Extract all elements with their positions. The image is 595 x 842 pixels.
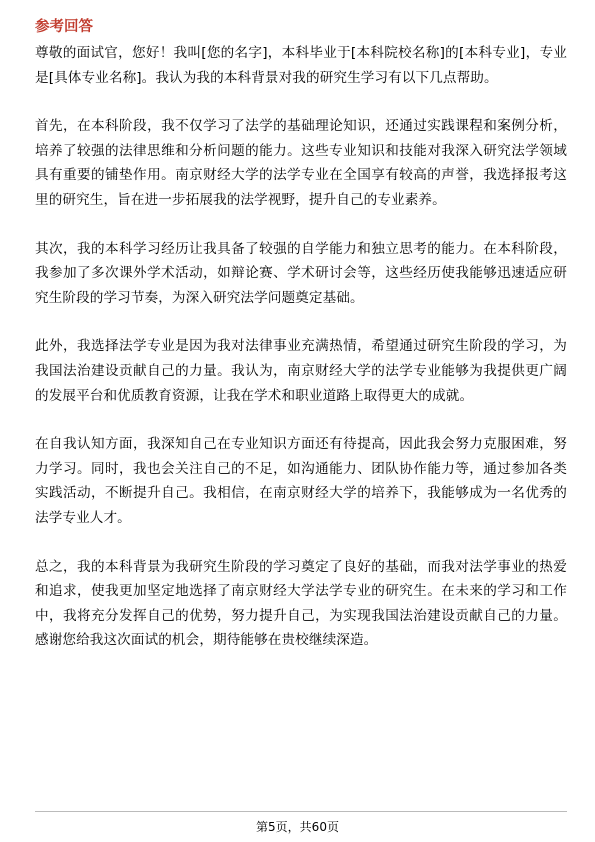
paragraph-additionally: 此外，我选择法学专业是因为我对法律事业充满热情，希望通过研究生阶段的学习，为我国法治建设贡献自己的力量。我认为，南京财经大学的法学专业能够为我提供更广阔的发展平台和优质教育资源，让我在学术和职业道路上取得更大的成就。 bbox=[35, 338, 567, 404]
paragraph-second: 其次，我的本科学习经历让我具备了较强的自学能力和独立思考的能力。在本科阶段，我参加了多次课外学术活动，如辩论赛、学术研讨会等，这些经历使我能够迅速适应研究生阶段的学习节奏，为深入研究法学问题奠定基础。 bbox=[35, 240, 567, 306]
section-heading: 参考回答 bbox=[35, 19, 93, 35]
page-indicator: 第5页，共60页 bbox=[256, 820, 339, 834]
paragraph-greeting: 尊敬的面试官，您好！我叫[您的名字]，本科毕业于[本科院校名称]的[本科专业]，专业是[具体专业名称]。我认为我的本科背景对我的研究生学习有以下几点帮助。 bbox=[35, 45, 567, 86]
document-body bbox=[35, 16, 567, 677]
paragraph-self-awareness: 在自我认知方面，我深知自己在专业知识方面还有待提高，因此我会努力克服困难，努力学习。同时，我也会关注自己的不足，如沟通能力、团队协作能力等，通过参加各类实践活动，不断提升自己。我相信，在南京财经大学的培养下，我能够成为一名优秀的法学专业人才。 bbox=[35, 436, 567, 526]
paragraph-first: 首先，在本科阶段，我不仅学习了法学的基础理论知识，还通过实践课程和案例分析，培养了较强的法律思维和分析问题的能力。这些专业知识和技能对我深入研究法学领域具有重要的铺垫作用。南京财经大学的法学专业在全国享有较高的声誉，我选择报考这里的研究生，旨在进一步拓展我的法学视野，提升自己的专业素养。 bbox=[35, 118, 567, 208]
paragraph-conclusion: 总之，我的本科背景为我研究生阶段的学习奠定了良好的基础，而我对法学事业的热爱和追求，使我更加坚定地选择了南京财经大学法学专业的研究生。在未来的学习和工作中，我将充分发挥自己的优势，努力提升自己，为实现我国法治建设贡献自己的力量。感谢您给我这次面试的机会，期待能够在贵校继续深造。 bbox=[35, 558, 567, 649]
footer-divider bbox=[35, 811, 567, 812]
